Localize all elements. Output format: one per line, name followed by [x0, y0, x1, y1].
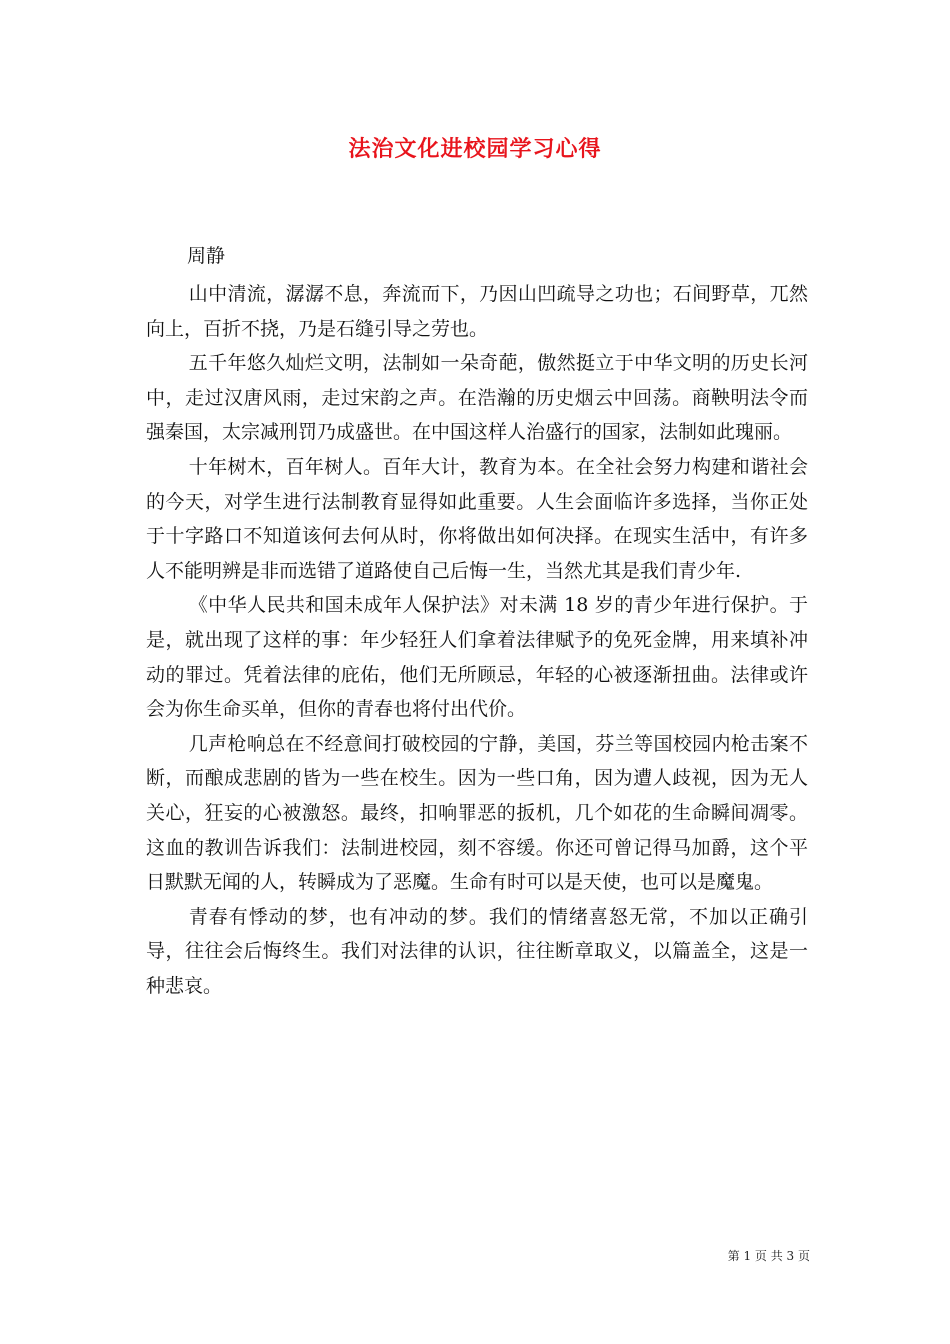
page-number: 第 1 页 共 3 页 [727, 1249, 810, 1263]
page-title: 法治文化进校园学习心得 [348, 136, 602, 162]
paragraph: 山中清流，潺潺不息，奔流而下，乃因山凹疏导之功也；石间野草，兀然向上，百折不挠，乃是石缝引导之劳也。 [146, 283, 808, 340]
paragraph: 十年树木，百年树人。百年大计，教育为本。在全社会努力构建和谐社会的今天，对学生进行法制教育显得如此重要。人生会面临许多选择，当你正处于十字路口不知道该何去何从时，你将做出如何决择。在现实生活中，有许多人不能明辨是非而选错了道路使自己后悔一生，当然尤其是我们青少年. [146, 455, 808, 582]
author-name: 周静 [187, 245, 226, 267]
paragraph: 青春有悸动的梦，也有冲动的梦。我们的情绪喜怒无常，不加以正确引导，往往会后悔终生。我们对法律的认识，往往断章取义，以篇盖全，这是一种悲哀。 [146, 905, 808, 997]
document-body [146, 277, 808, 1003]
paragraph: 几声枪响总在不经意间打破校园的宁静，美国，芬兰等国校园内枪击案不断，而酿成悲剧的皆为一些在校生。因为一些口角，因为遭人歧视，因为无人关心，狂妄的心被激怒。最终，扣响罪恶的扳机，几个如花的生命瞬间凋零。这血的教训告诉我们：法制进校园，刻不容缓。你还可曾记得马加爵，这个平日默默无闻的人，转瞬成为了恶魔。生命有时可以是天使，也可以是魔鬼。 [146, 732, 808, 894]
paragraph: 五千年悠久灿烂文明，法制如一朵奇葩，傲然挺立于中华文明的历史长河中，走过汉唐风雨，走过宋韵之声。在浩瀚的历史烟云中回荡。商鞅明法令而强秦国，太宗减刑罚乃成盛世。在中国这样人治盛行的国家，法制如此瑰丽。 [146, 352, 808, 444]
paragraph: 《中华人民共和国未成年人保护法》对未满 18 岁的青少年进行保护。于是，就出现了这样的事：年少轻狂人们拿着法律赋予的免死金牌，用来填补冲动的罪过。凭着法律的庇佑，他们无所顾忌，年轻的心被逐渐扭曲。法律或许会为你生命买单，但你的青春也将付出代价。 [146, 594, 808, 721]
